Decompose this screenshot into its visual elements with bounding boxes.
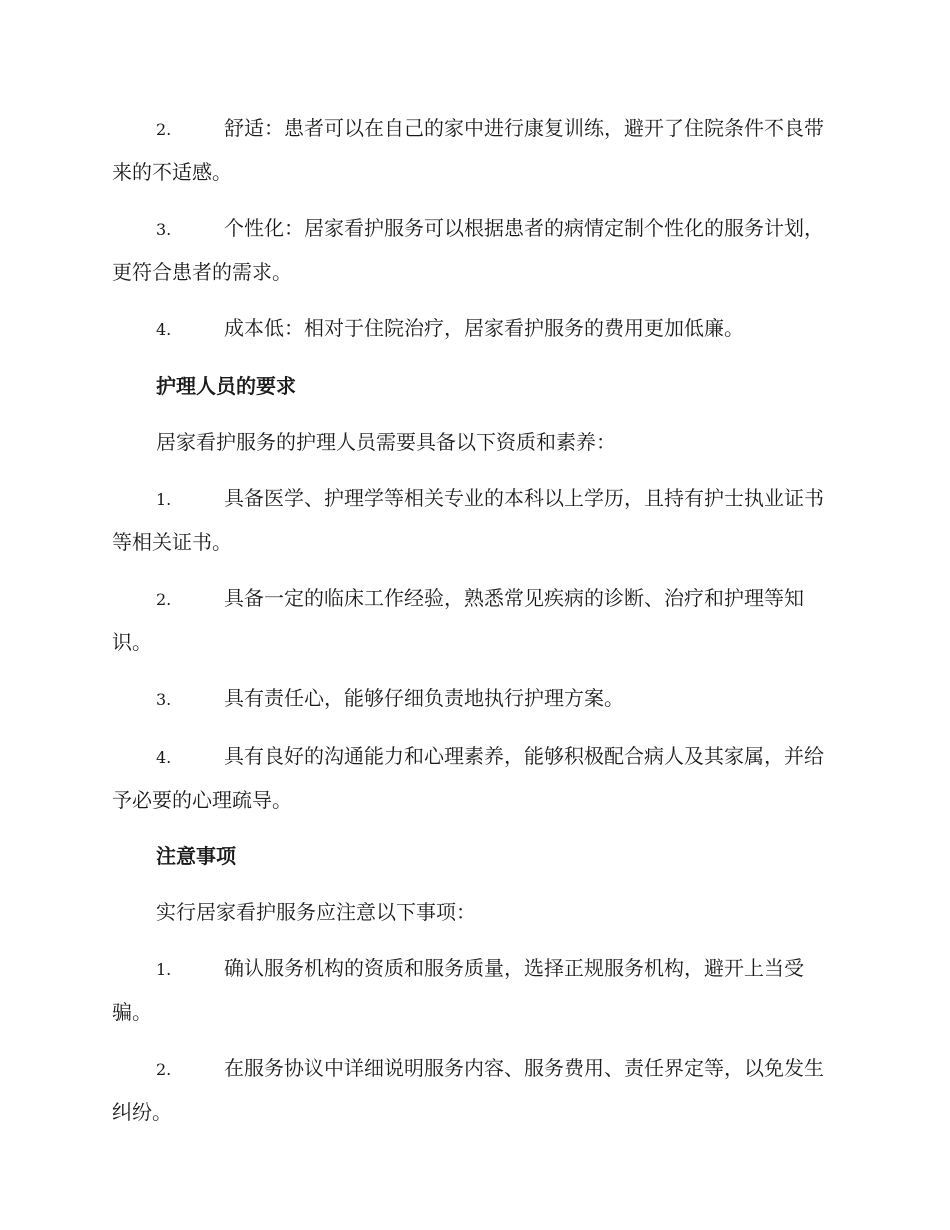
section-heading-notes: 注意事项 (156, 844, 236, 868)
list-item (112, 577, 834, 663)
list-number: 2. (156, 120, 172, 139)
list-text: 舒适：患者可以在自己的家中进行康复训练，避开了住院条件不良带来的不适感。 (112, 116, 824, 184)
section-heading-staff: 护理人员的要求 (156, 374, 296, 398)
list-text: 成本低：相对于住院治疗，居家看护服务的费用更加低廉。 (224, 316, 744, 340)
list-item (112, 107, 834, 193)
list-item (112, 677, 834, 721)
section-intro-staff: 居家看护服务的护理人员需要具备以下资质和素养： (156, 430, 616, 454)
list-text: 在服务协议中详细说明服务内容、服务费用、责任界定等，以免发生纠纷。 (112, 1056, 824, 1124)
list-item (112, 307, 834, 351)
list-item (112, 947, 834, 1033)
list-number: 1. (156, 960, 172, 979)
list-number: 3. (156, 220, 172, 239)
list-text: 具备医学、护理学等相关专业的本科以上学历，且持有护士执业证书等相关证书。 (112, 486, 824, 554)
list-number: 4. (156, 320, 172, 339)
list-text: 确认服务机构的资质和服务质量，选择正规服务机构，避开上当受骗。 (112, 956, 804, 1024)
document-page (112, 107, 834, 1147)
list-text: 个性化：居家看护服务可以根据患者的病情定制个性化的服务计划，更符合患者的需求。 (112, 216, 824, 284)
list-item (112, 477, 834, 563)
list-number: 1. (156, 490, 172, 509)
list-text: 具有责任心，能够仔细负责地执行护理方案。 (224, 686, 624, 710)
list-item (112, 1047, 834, 1133)
list-text: 具备一定的临床工作经验，熟悉常见疾病的诊断、治疗和护理等知识。 (112, 586, 804, 654)
list-text: 具有良好的沟通能力和心理素养，能够积极配合病人及其家属，并给予必要的心理疏导。 (112, 744, 824, 812)
list-number: 3. (156, 690, 172, 709)
section-intro-notes: 实行居家看护服务应注意以下事项： (156, 900, 476, 924)
list-number: 4. (156, 748, 172, 767)
list-number: 2. (156, 590, 172, 609)
list-item (112, 735, 834, 821)
list-number: 2. (156, 1060, 172, 1079)
list-item (112, 207, 834, 293)
